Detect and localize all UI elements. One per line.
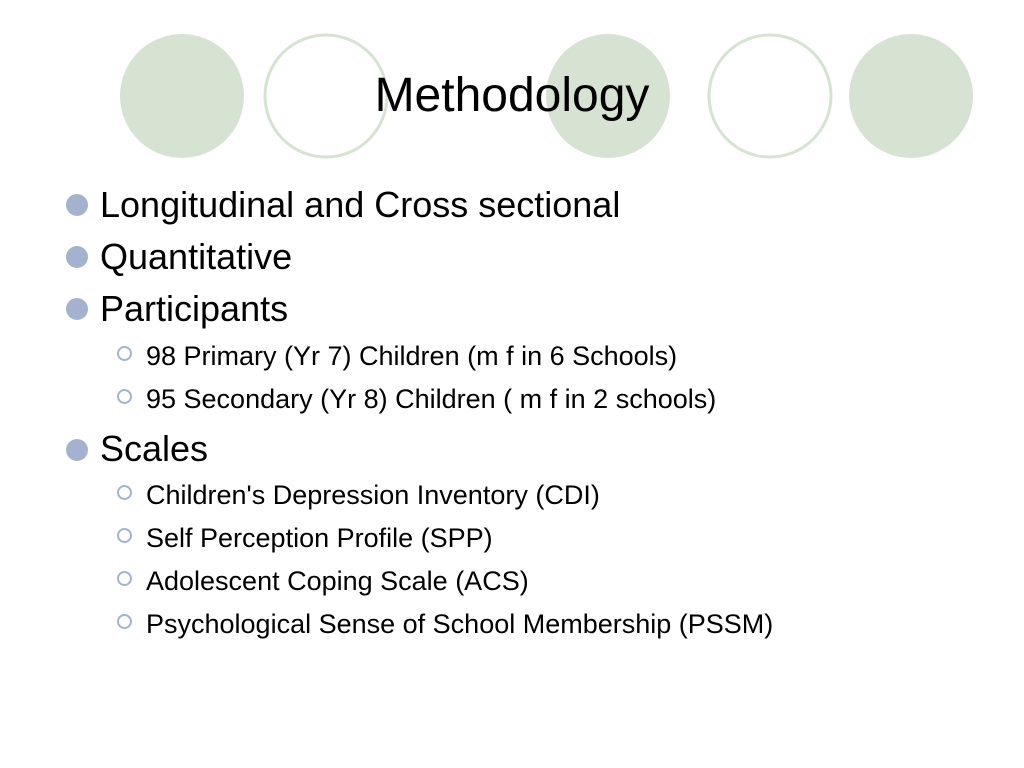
sub-bullet-text: Self Perception Profile (SPP) xyxy=(146,523,493,553)
bullet-dot-icon xyxy=(66,194,88,216)
sub-bullet-ring-icon xyxy=(117,528,132,543)
bullet-dot-icon xyxy=(66,298,88,320)
bullet-text: Scales xyxy=(100,428,209,469)
sub-bullet-ring-icon xyxy=(117,346,132,361)
sub-bullet-text: Adolescent Coping Scale (ACS) xyxy=(146,566,529,596)
sub-bullet-text: 95 Secondary (Yr 8) Children ( m f in 2 schools) xyxy=(146,384,717,414)
slide-title: Methodology xyxy=(374,69,650,122)
sub-bullet-text: 98 Primary (Yr 7) Children (m f in 6 Schools) xyxy=(146,341,678,371)
sub-bullet-ring-icon xyxy=(117,389,132,404)
bullet-text: Quantitative xyxy=(100,236,293,277)
bullet-dot-icon xyxy=(66,439,88,461)
bullet-text: Participants xyxy=(100,288,289,329)
sub-bullet-ring-icon xyxy=(117,485,132,500)
sub-bullet-text: Children's Depression Inventory (CDI) xyxy=(146,480,600,510)
bullet-text: Longitudinal and Cross sectional xyxy=(100,184,621,225)
sub-bullet-ring-icon xyxy=(117,614,132,629)
sub-bullet-ring-icon xyxy=(117,571,132,586)
sub-bullet-text: Psychological Sense of School Membership (PSSM) xyxy=(146,609,774,639)
bullet-dot-icon xyxy=(66,246,88,268)
